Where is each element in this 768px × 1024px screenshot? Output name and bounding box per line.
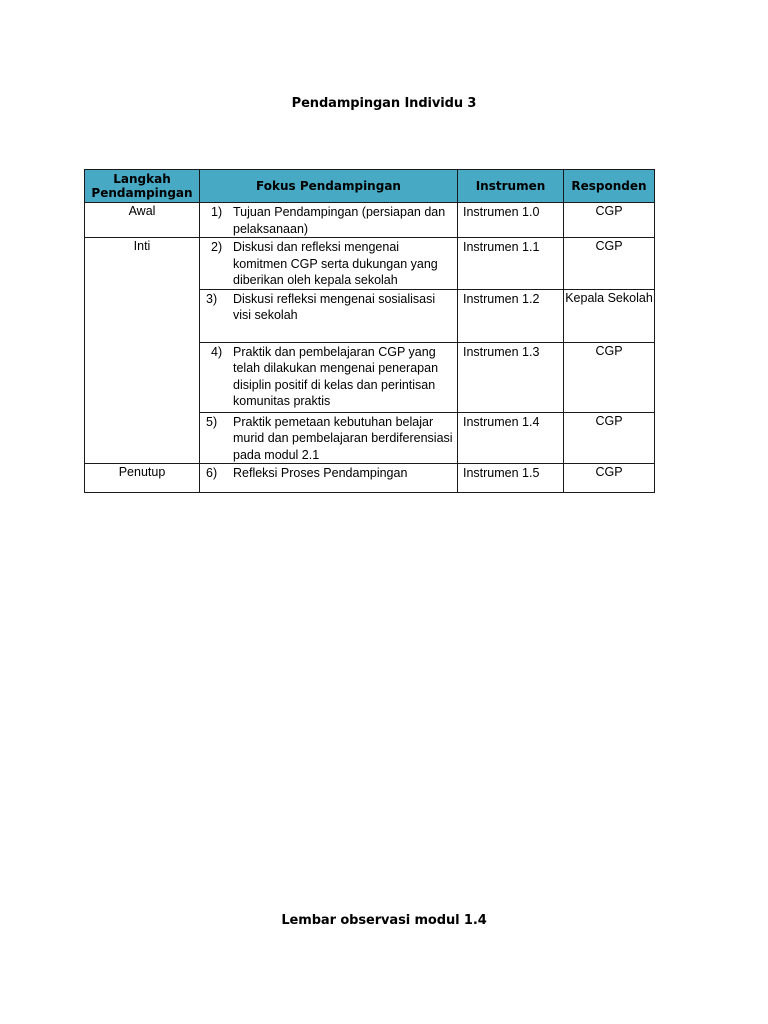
respondent-cell: CGP	[564, 464, 655, 493]
focus-text: Tujuan Pendampingan (persiapan dan pelaksanaan)	[233, 205, 446, 236]
stage-awal: Awal	[85, 203, 200, 238]
item-number: 4)	[211, 344, 223, 359]
focus-cell	[200, 238, 458, 290]
instrument-cell: Instrumen 1.0	[458, 203, 564, 238]
section-title: Lembar observasi modul 1.4	[281, 913, 487, 928]
item-number: 6)	[206, 466, 218, 480]
stage-inti: Inti	[85, 238, 200, 464]
respondent-cell: Kepala Sekolah	[564, 289, 655, 342]
header-responden: Responden	[564, 170, 655, 203]
header-fokus: Fokus Pendampingan	[200, 170, 458, 203]
focus-text: Praktik dan pembelajaran CGP yang telah dilakukan mengenai penerapan disiplin positif di kelas dan perintisan komunitas praktis	[233, 344, 439, 408]
focus-text: Refleksi Proses Pendampingan	[233, 466, 408, 480]
respondent-cell: CGP	[564, 342, 655, 412]
item-number: 3)	[206, 291, 218, 306]
instrument-cell: Instrumen 1.3	[458, 342, 564, 412]
instrument-cell: Instrumen 1.1	[458, 238, 564, 290]
instrument-cell: Instrumen 1.2	[458, 289, 564, 342]
stage-penutup: Penutup	[85, 464, 200, 493]
respondent-cell: CGP	[564, 203, 655, 238]
item-number: 1)	[211, 205, 223, 219]
focus-cell	[200, 203, 458, 238]
header-instrumen: Instrumen	[458, 170, 564, 203]
item-number: 2)	[211, 240, 223, 254]
respondent-cell: CGP	[564, 412, 655, 464]
item-number: 5)	[206, 414, 218, 429]
focus-cell	[200, 342, 458, 412]
respondent-cell: CGP	[564, 238, 655, 290]
focus-cell	[200, 412, 458, 464]
instrument-cell: Instrumen 1.4	[458, 412, 564, 464]
focus-text: Praktik pemetaan kebutuhan belajar murid dan pembelajaran berdiferensiasi pada modul 2.1	[233, 414, 453, 462]
mentoring-table	[84, 169, 655, 493]
focus-text: Diskusi dan refleksi mengenai komitmen CGP serta dukungan yang diberikan oleh kepala sekolah	[233, 240, 438, 287]
focus-text: Diskusi refleksi mengenai sosialisasi visi sekolah	[233, 291, 436, 322]
table-row	[85, 238, 655, 290]
focus-cell	[200, 464, 458, 493]
table-header-row	[85, 170, 655, 203]
focus-cell	[200, 289, 458, 342]
header-langkah: Langkah Pendampingan	[85, 170, 200, 203]
table-row	[85, 203, 655, 238]
page-title: Pendampingan Individu 3	[291, 96, 477, 111]
table-row	[85, 464, 655, 493]
instrument-cell: Instrumen 1.5	[458, 464, 564, 493]
